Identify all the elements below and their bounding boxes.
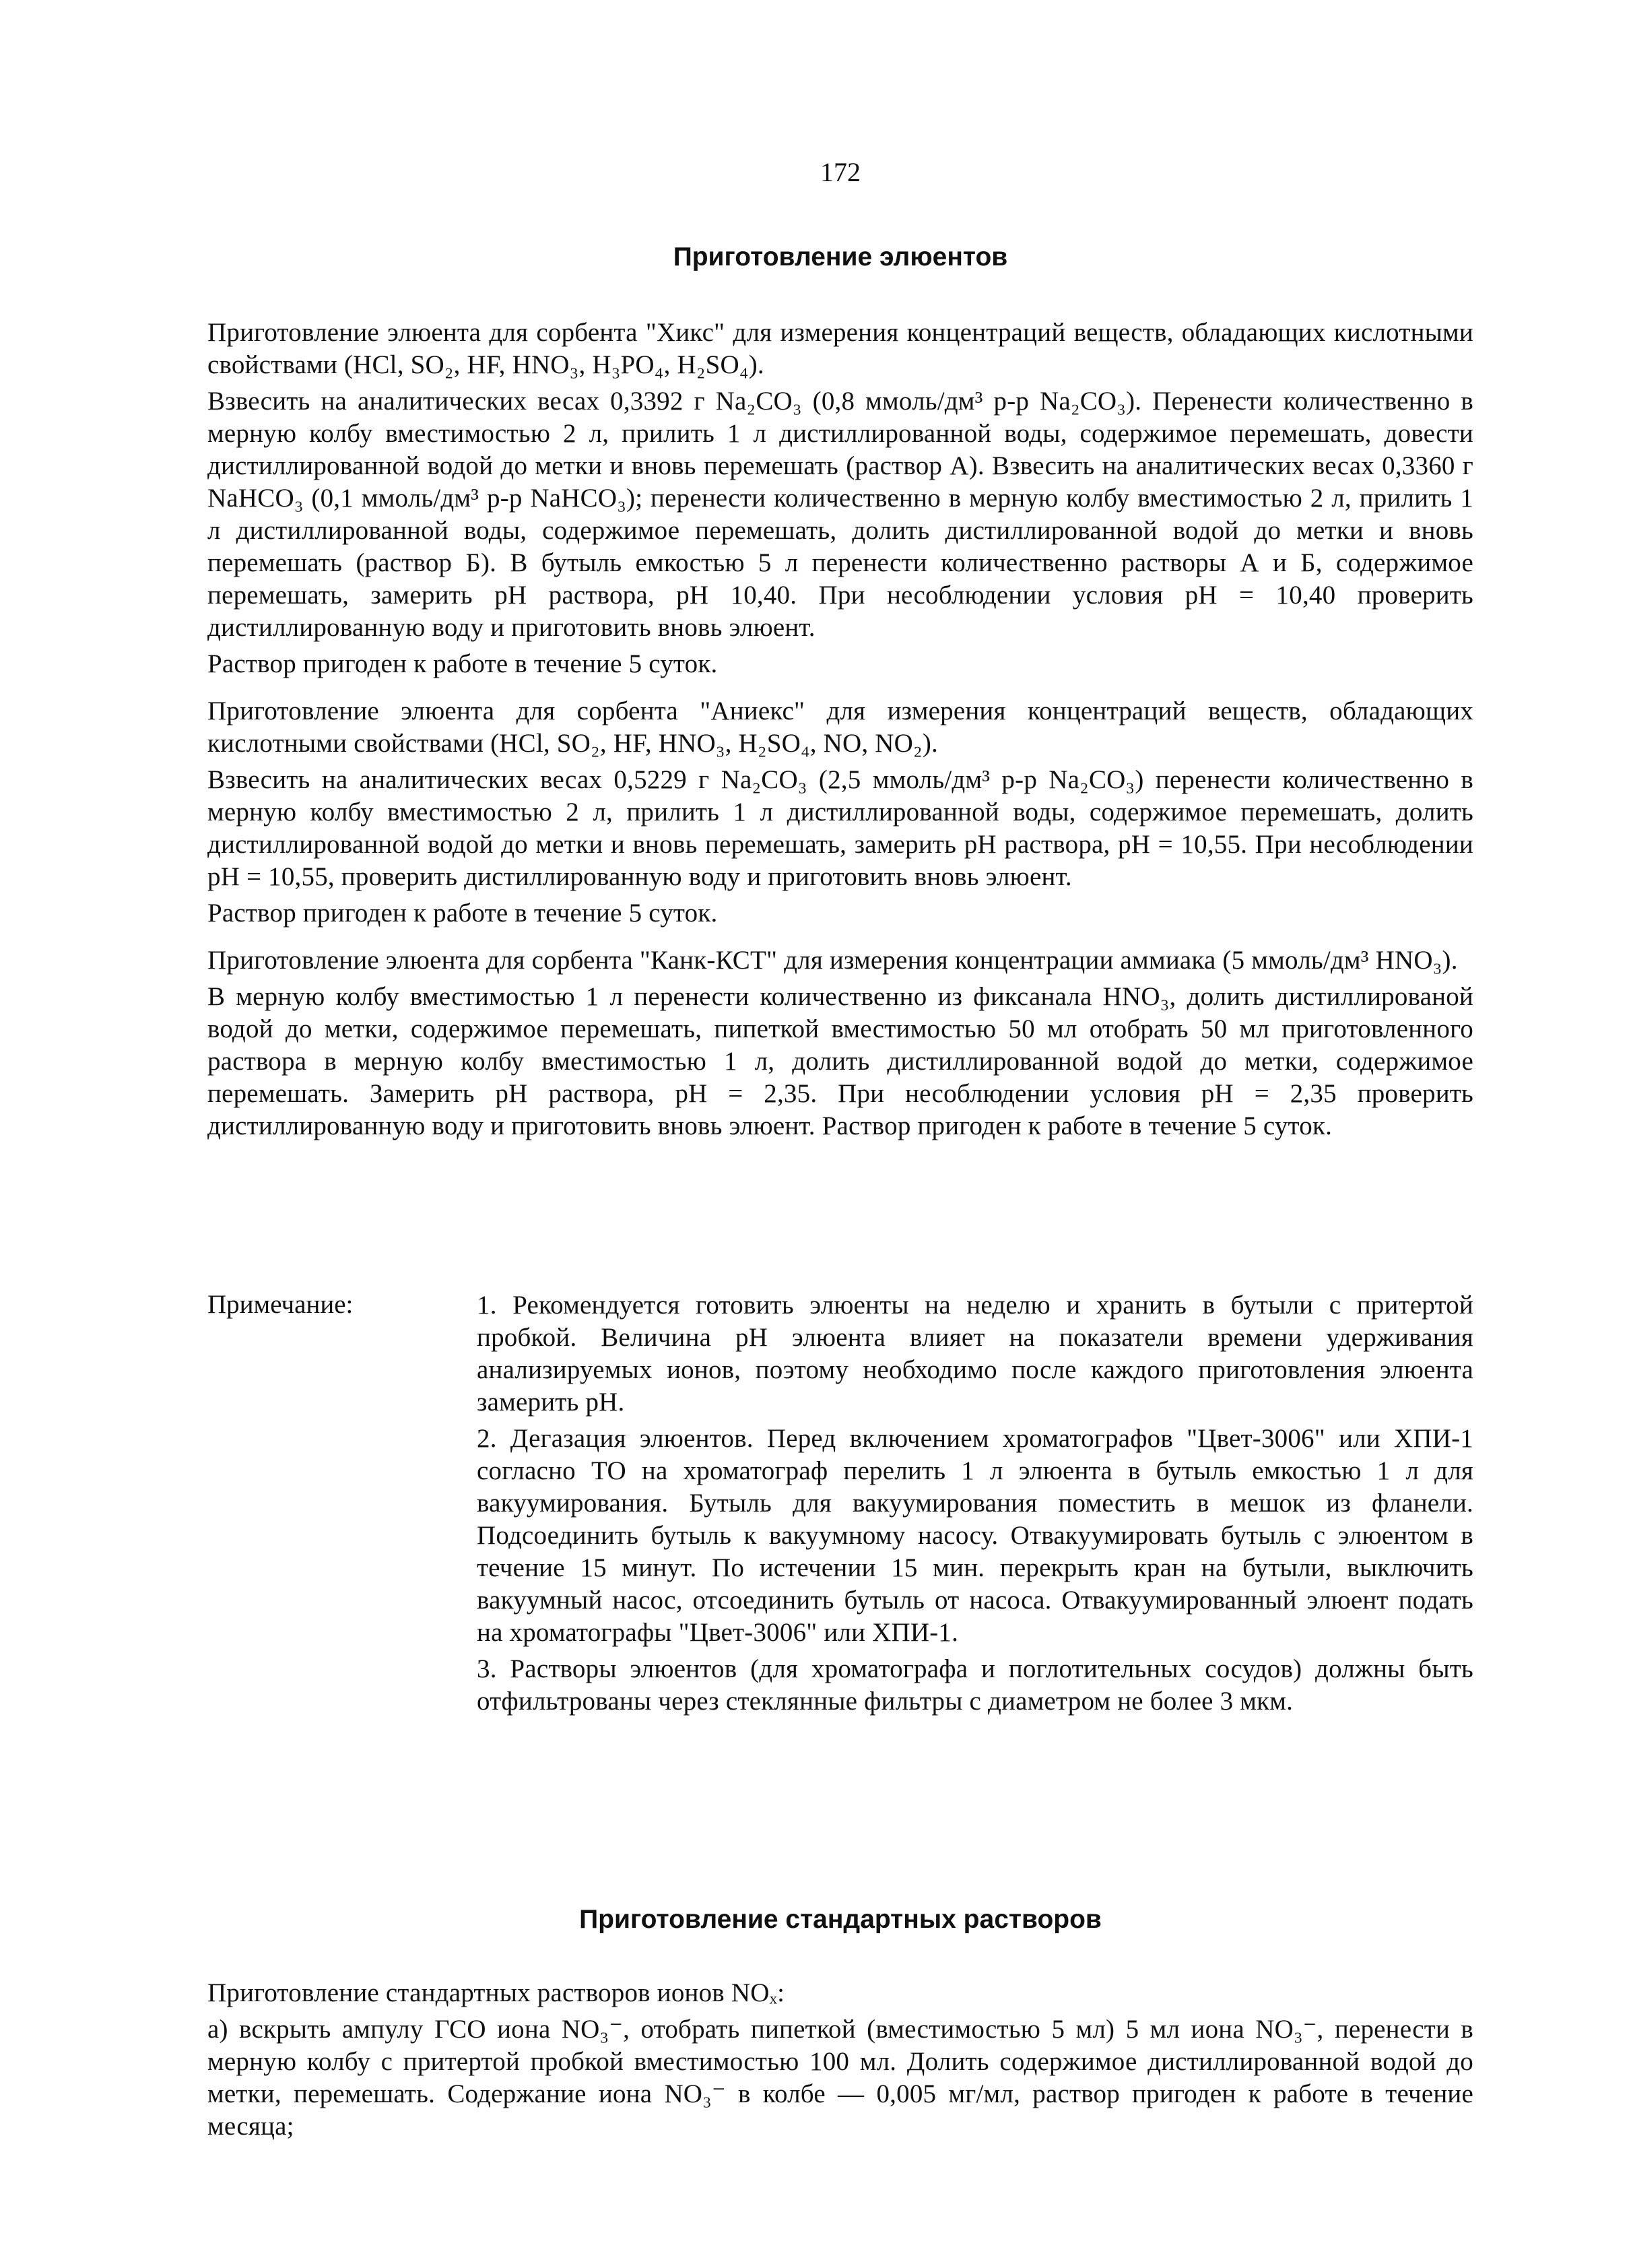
paragraph: Приготовление элюента для сорбента "Канк-КСТ" для измерения концентрации аммиака (5 ммоль/дм³ HNO₃). bbox=[207, 946, 1458, 975]
paragraph: Приготовление элюента для сорбента "Аниекс" для измерения концентраций веществ, обладающих кислотными свойствами (HCl, SO₂, HF, HNO₃, H₂SO₄, NO, NO₂). bbox=[207, 696, 1473, 758]
note-item: 3. Растворы элюентов (для хроматографа и поглотительных сосудов) должны быть отфильтрованы через стеклянные фильтры с диаметром не более 3 мкм. bbox=[477, 1654, 1473, 1716]
paragraph: Взвесить на аналитических весах 0,3392 г Na₂CO₃ (0,8 ммоль/дм³ р-р Na₂CO₃). Перенести количественно в мерную колбу вместимостью 2 л, прилить 1 л дистиллированной воды, содержимое перемешать, довести дистиллированной водой до метки и вновь перемешать (раствор А). Взвесить на аналитических весах 0,3360 г NaHCO₃ (0,1 ммоль/дм³ р-р NaHCO₃); перенести количественно в мерную колбу вместимостью 2 л, прилить 1 л дистиллированной воды, содержимое перемешать, долить дистиллированной водой до метки и вновь перемешать (раствор Б). В бутыль емкостью 5 л перенести количественно растворы А и Б, содержимое перемешать, замерить pH раствора, pH 10,40. При несоблюдении условия pH = 10,40 проверить дистиллированную воду и приготовить вновь элюент. bbox=[207, 387, 1473, 642]
paragraph: Раствор пригоден к работе в течение 5 суток. bbox=[207, 899, 718, 928]
paragraph: Приготовление элюента для сорбента "Хикс" для измерения концентраций веществ, обладающих кислотными свойствами (HCl, SO₂, HF, HNO₃, H₃PO₄, H₂SO₄). bbox=[207, 318, 1473, 379]
section-standards-body bbox=[207, 1977, 1473, 2143]
section-title-standards: Приготовление стандартных растворов bbox=[579, 1905, 1102, 1934]
note-item: 1. Рекомендуется готовить элюенты на неделю и хранить в бутыли с притертой пробкой. Величина pH элюента влияет на показатели времени удерживания анализируемых ионов, поэтому необходимо после каждого приготовления элюента замерить pH. bbox=[477, 1291, 1473, 1417]
section-eluents-body bbox=[207, 317, 1473, 1142]
page-number: 172 bbox=[820, 157, 861, 187]
note-label: Примечание: bbox=[207, 1290, 354, 1319]
paragraph: Взвесить на аналитических весах 0,5229 г Na₂CO₃ (2,5 ммоль/дм³ р-р Na₂CO₃) перенести количественно в мерную колбу вместимостью 2 л, прилить 1 л дистиллированной воды, содержимое перемешать, долить дистиллированной водой до метки и вновь перемешать, замерить pH раствора, pH = 10,55. При несоблюдении pH = 10,55, проверить дистиллированную воду и приготовить вновь элюент. bbox=[207, 765, 1473, 891]
paragraph: а) вскрыть ампулу ГСО иона NO₃⁻, отобрать пипеткой (вместимостью 5 мл) 5 мл иона NO₃⁻, перенести в мерную колбу с притертой пробкой вместимостью 100 мл. Долить содержимое дистиллированной водой до метки, перемешать. Содержание иона NO₃⁻ в колбе — 0,005 мг/мл, раствор пригоден к работе в течение месяца; bbox=[207, 2015, 1473, 2141]
paragraph: Раствор пригоден к работе в течение 5 суток. bbox=[207, 649, 718, 678]
paragraph: Приготовление стандартных растворов ионов NOₓ: bbox=[207, 1978, 785, 2007]
section-title-eluents: Приготовление элюентов bbox=[673, 242, 1008, 271]
note-item: 2. Дегазация элюентов. Перед включением хроматографов "Цвет-3006" или ХПИ-1 согласно ТО на хроматограф перелить 1 л элюента в бутыль емкостью 1 л для вакуумирования. Бутыль для вакуумирования поместить в мешок из фланели. Подсоединить бутыль к вакуумному насосу. Отвакуумировать бутыль с элюентом в течение 15 минут. По истечении 15 мин. перекрыть кран на бутыли, выключить вакуумный насос, отсоединить бутыль от насоса. Отвакуумированный элюент подать на хроматографы "Цвет-3006" или ХПИ-1. bbox=[477, 1424, 1473, 1647]
note-list bbox=[477, 1289, 1473, 1718]
paragraph: В мерную колбу вместимостью 1 л перенести количественно из фиксанала HNO₃, долить дистиллированой водой до метки, содержимое перемешать, пипеткой вместимостью 50 мл отобрать 50 мл приготовленного раствора в мерную колбу вместимостью 1 л, долить дистиллированной водой до метки, содержимое перемешать. Замерить pH раствора, pH = 2,35. При несоблюдении условия pH = 2,35 проверить дистиллированную воду и приготовить вновь элюент. Раствор пригоден к работе в течение 5 суток. bbox=[207, 982, 1473, 1140]
